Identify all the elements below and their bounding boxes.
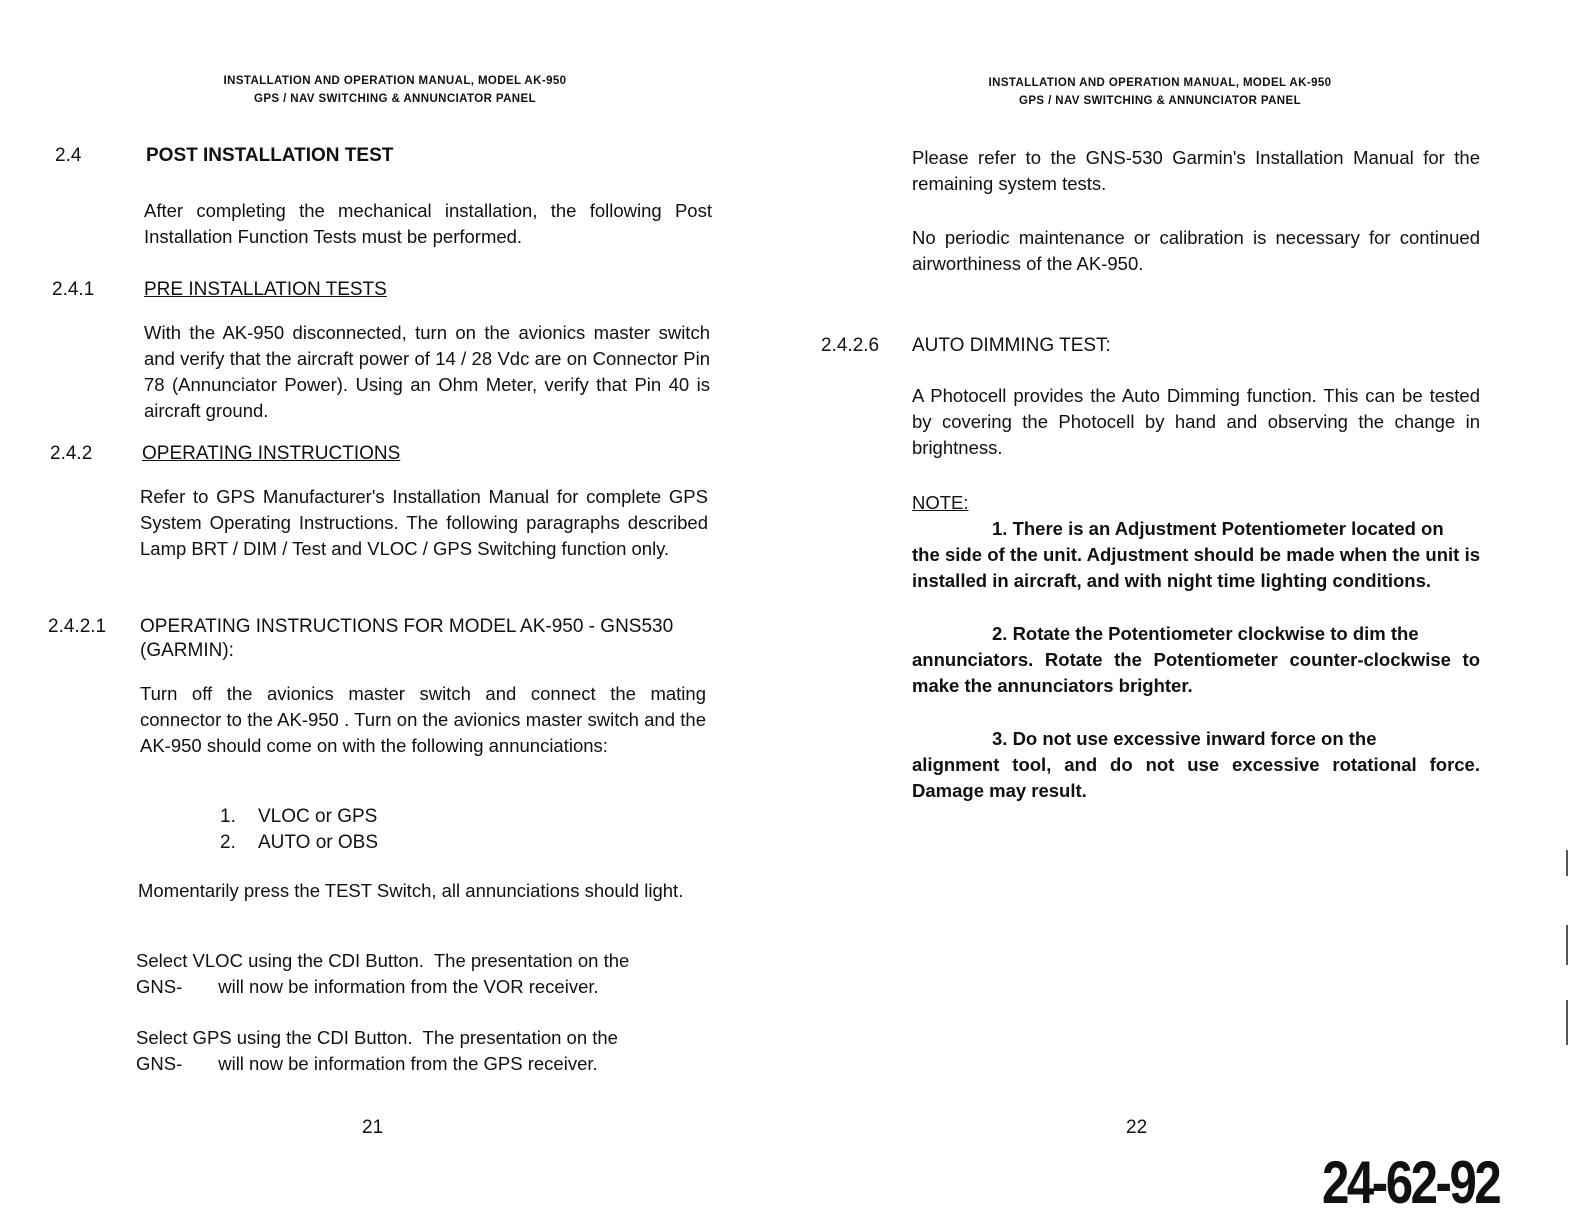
list-item-number: 2. [220,832,236,853]
gps-line2: GNS- will now be information from the GPS receiver. [136,1053,598,1074]
header-title-line1: INSTALLATION AND OPERATION MANUAL, MODEL AK-950 [223,75,567,87]
refer-paragraph: Please refer to the GNS-530 Garmin's Installation Manual for the remaining system tests. [912,147,1480,194]
page-number-22: 22 [1126,1117,1148,1138]
note-item-1 [912,516,1480,594]
section-2-4-2-1-title-line1: OPERATING INSTRUCTIONS FOR MODEL AK-950 - GNS530 [140,616,674,637]
section-2-4-2-1-number: 2.4.2.1 [48,616,107,637]
annunciation-list-item [220,832,378,854]
header-title-line2: GPS / NAV SWITCHING & ANNUNCIATOR PANEL [1018,95,1302,107]
gps-line1: Select GPS using the CDI Button. The presentation on the [136,1027,618,1048]
scan-edge-mark [1566,850,1568,876]
section-2-4-2-6-number: 2.4.2.6 [821,335,880,356]
note-item-1-rest: the side of the unit. Adjustment should be made when the unit is installed in aircraft, and with night time lighting conditions. [912,544,1480,591]
header-title-line2: GPS / NAV SWITCHING & ANNUNCIATOR PANEL [253,93,537,105]
vloc-line1: Select VLOC using the CDI Button. The presentation on the [136,950,630,971]
left-page-header [40,72,750,108]
document-code: 24-62-92 [1322,1149,1500,1216]
annunciation-list-item [220,806,377,828]
page-number-21: 21 [362,1117,384,1138]
note-item-3-first-line: 3. Do not use excessive inward force on the [992,728,1377,749]
note-item-2-rest: annunciators. Rotate the Potentiometer counter-clockwise to make the annunciators brighter. [912,649,1480,696]
section-2-4-1-text: With the AK-950 disconnected, turn on the avionics master switch and verify that the aircraft power of 14 / 28 Vdc are on Connector Pin 78 (Annunciator Power). Using an Ohm Meter, verify that Pin 40 is aircraft ground. [144,322,710,421]
left-page [0,0,790,1224]
list-item-label: VLOC or GPS [258,806,378,827]
note-item-1-first-line: 1. There is an Adjustment Potentiometer located on [992,518,1444,539]
vloc-paragraph [136,948,704,1000]
vloc-line2: GNS- will now be information from the VOR receiver. [136,976,599,997]
right-page [790,0,1584,1224]
section-2-4-title: POST INSTALLATION TEST [146,145,394,166]
note-item-3 [912,726,1480,804]
section-2-4-2-6-text: A Photocell provides the Auto Dimming function. This can be tested by covering the Photocell by hand and observing the change in brightness. [912,385,1480,458]
section-2-4-2-number: 2.4.2 [50,443,93,464]
section-2-4-2-1-text: Turn off the avionics master switch and connect the mating connector to the AK-950 . Turn on the avionics master switch and the AK-950 should come on with the following annunciations: [140,683,706,756]
list-item-number: 1. [220,806,236,827]
maintenance-paragraph: No periodic maintenance or calibration is necessary for continued airworthiness of the AK-950. [912,227,1480,274]
scan-edge-mark [1566,925,1568,965]
note-item-2 [912,621,1480,699]
note-item-2-first-line: 2. Rotate the Potentiometer clockwise to dim the [992,623,1419,644]
section-2-4-2-title: OPERATING INSTRUCTIONS [142,443,401,464]
note-label: NOTE: [912,492,969,513]
section-2-4-1-title: PRE INSTALLATION TESTS [144,279,387,300]
section-2-4-1-number: 2.4.1 [52,279,95,300]
gps-paragraph [136,1025,704,1077]
section-2-4-2-1-title-line2: (GARMIN): [140,640,234,661]
note-item-3-rest: alignment tool, and do not use excessive rotational force. Damage may result. [912,754,1480,801]
header-title-line1: INSTALLATION AND OPERATION MANUAL, MODEL AK-950 [988,77,1332,89]
section-2-4-text: After completing the mechanical installation, the following Post Installation Function Tests must be performed. [144,200,712,247]
test-switch-paragraph: Momentarily press the TEST Switch, all annunciations should light. [138,880,684,901]
section-2-4-2-text: Refer to GPS Manufacturer's Installation Manual for complete GPS System Operating Instructions. The following paragraphs described Lamp BRT / DIM / Test and VLOC / GPS Switching function only. [140,486,708,559]
right-page-header [790,74,1530,110]
scan-edge-mark [1566,1000,1568,1045]
list-item-label: AUTO or OBS [258,832,379,853]
section-2-4-2-6-title: AUTO DIMMING TEST: [912,335,1111,356]
section-2-4-number: 2.4 [55,145,82,166]
